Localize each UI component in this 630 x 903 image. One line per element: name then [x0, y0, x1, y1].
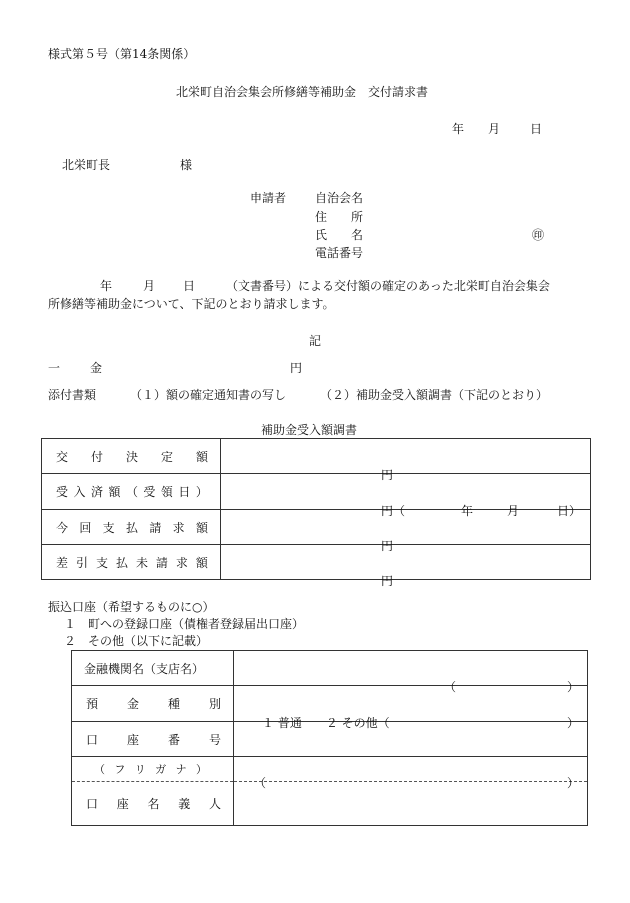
deposit-type-label — [86, 695, 221, 712]
body-year: 年 — [100, 279, 113, 293]
form-title: 北栄町自治会集会所修繕等補助金 交付請求書 — [176, 85, 429, 99]
table-row — [72, 757, 588, 782]
label-char: 求 — [172, 520, 185, 535]
body-line2-text: 所修繕等補助金について、下記のとおり請求します。 — [48, 297, 335, 311]
subsidy-table-title: 補助金受入額調書 — [261, 423, 358, 437]
transfer-option-1: １ 町への登録口座（債権者登録届出口座） — [64, 617, 305, 631]
amount-label-ichi: 一 — [48, 361, 61, 375]
attachment-item-1: （１）額の確定通知書の写し — [130, 388, 287, 402]
label-char: 額 — [195, 520, 208, 535]
body-day: 日 — [183, 279, 196, 293]
row-label-received — [56, 483, 208, 500]
label-char: 請 — [155, 555, 168, 570]
unit-yen: 円 — [381, 539, 394, 553]
label-char: 回 — [79, 520, 92, 535]
label-char: 別 — [208, 697, 221, 711]
label-char: 求 — [175, 555, 188, 570]
table-row — [72, 651, 588, 686]
label-char: 請 — [149, 520, 162, 535]
label-char: 日 — [178, 485, 191, 499]
applicant-phone-label: 電話番号 — [315, 246, 364, 260]
label-char: 決 — [125, 449, 138, 464]
label-char: 義 — [178, 797, 191, 811]
label-char: ナ — [175, 763, 187, 776]
deposit-type-close: ） — [567, 715, 580, 730]
attachments-label: 添付書類 — [48, 388, 97, 402]
received-month: 月 — [507, 503, 520, 518]
addressee-name: 北栄町長 — [62, 158, 111, 172]
body-month: 月 — [143, 279, 156, 293]
bank-branch-open: （ — [444, 680, 457, 694]
label-char: フ — [114, 763, 126, 776]
table-row — [42, 545, 591, 580]
table-row — [42, 439, 591, 474]
table-row — [72, 686, 588, 722]
label-char: ガ — [155, 763, 167, 776]
received-year: 年 — [461, 503, 474, 518]
unit-yen: 円 — [381, 574, 394, 588]
received-day: 日） — [557, 503, 582, 518]
body-line1-text: （文書番号）による交付額の確定のあった北栄町自治会集会 — [226, 279, 550, 293]
seal-mark: ㊞ — [532, 228, 545, 242]
bank-name-label: 金融機関名（支店名） — [72, 651, 234, 686]
label-char: 号 — [208, 732, 221, 747]
label-char: リ — [134, 763, 146, 776]
label-char: ） — [195, 485, 208, 499]
label-char: 交 — [56, 449, 69, 464]
label-char: 定 — [160, 449, 173, 464]
date-year: 年 — [452, 122, 465, 136]
date-day: 日 — [530, 122, 543, 136]
label-char: 額 — [108, 485, 121, 499]
form-number: 様式第５号（第14条関係） — [48, 47, 196, 61]
applicant-label: 申請者 — [250, 191, 287, 205]
row-label-current-request — [56, 519, 208, 536]
unit-yen-paren: 円（ — [381, 503, 406, 518]
label-char: （ — [94, 763, 105, 776]
bank-account-table — [71, 650, 588, 826]
label-char: 払 — [115, 555, 128, 570]
row-label-grant-decided — [56, 448, 208, 465]
account-holder-label — [86, 795, 221, 812]
label-char: 払 — [125, 520, 138, 535]
transfer-option-2: ２ その他（以下に記載） — [64, 634, 209, 648]
applicant-address-label: 住 所 — [315, 210, 364, 224]
label-char: 人 — [208, 797, 221, 811]
amount-unit: 円 — [290, 361, 303, 375]
account-holder-value — [234, 782, 588, 826]
label-char: 入 — [73, 485, 86, 499]
bank-branch-close: ） — [567, 680, 580, 694]
date-month: 月 — [488, 122, 501, 136]
label-char: 領 — [160, 485, 173, 499]
ki-heading: 記 — [309, 334, 322, 348]
label-char: 口 — [86, 797, 99, 811]
applicant-name-label: 氏 名 — [315, 228, 364, 242]
label-char: 座 — [116, 797, 129, 811]
table-row — [42, 474, 591, 510]
label-char: 済 — [90, 485, 103, 499]
label-char: 差 — [56, 555, 69, 570]
transfer-heading: 振込口座（希望するものに○） — [48, 600, 215, 614]
label-char: 額 — [195, 449, 208, 464]
addressee-honorific: 様 — [180, 158, 193, 172]
amount-label-kin: 金 — [90, 361, 103, 375]
label-char: （ — [125, 485, 138, 499]
label-char: 受 — [56, 485, 69, 499]
label-char: 未 — [135, 555, 148, 570]
deposit-type-options: １ 普通 ２ その他（ — [262, 715, 390, 730]
label-char: 名 — [147, 797, 160, 811]
label-char: 引 — [75, 555, 88, 570]
label-char: 付 — [90, 449, 103, 464]
label-char: 預 — [86, 697, 99, 711]
furigana-close: ） — [567, 776, 580, 790]
label-char: 番 — [167, 732, 180, 747]
table-row — [72, 782, 588, 826]
applicant-association-label: 自治会名 — [315, 191, 364, 205]
label-char: ） — [195, 763, 207, 776]
label-char: 支 — [102, 520, 115, 535]
label-char: 支 — [95, 555, 108, 570]
label-char: 座 — [126, 732, 139, 747]
label-char: 額 — [195, 555, 208, 570]
label-char: 受 — [143, 485, 156, 499]
label-char: 金 — [126, 697, 139, 711]
unit-yen: 円 — [381, 468, 394, 482]
label-char: 今 — [56, 520, 69, 535]
furigana-open: （ — [254, 776, 267, 790]
label-char: 口 — [86, 732, 99, 747]
furigana-label — [94, 761, 207, 777]
label-char: 種 — [167, 697, 180, 711]
account-number-label — [86, 731, 221, 748]
attachment-item-2: （２）補助金受入額調書（下記のとおり） — [320, 388, 549, 402]
subsidy-table — [41, 438, 591, 588]
row-label-remaining — [56, 554, 208, 571]
